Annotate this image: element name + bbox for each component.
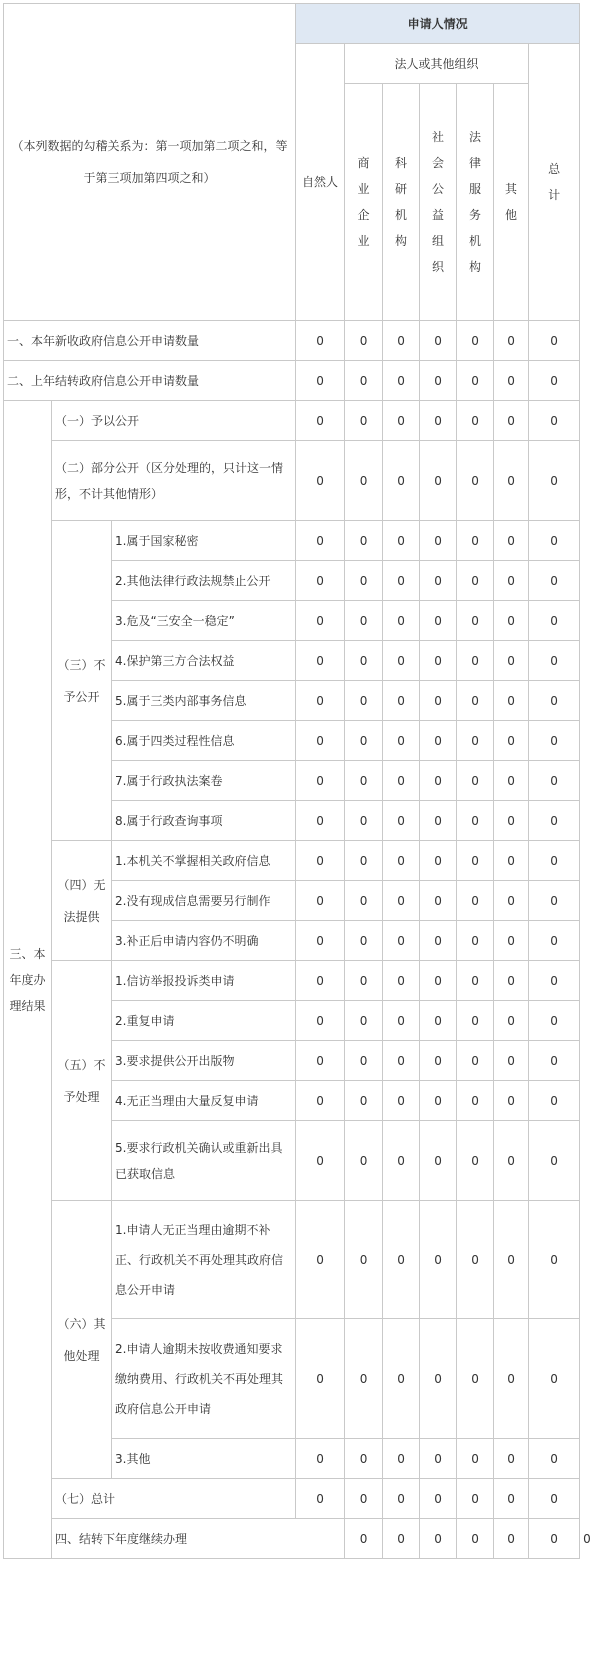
- row-label: 3.要求提供公开出版物: [112, 1041, 296, 1081]
- header-char: 律: [469, 156, 482, 170]
- cell-value: 0: [420, 1519, 457, 1559]
- cell-value: 0: [420, 361, 457, 401]
- header-char: 会: [432, 156, 445, 170]
- cell-value: 0: [494, 521, 529, 561]
- cell-value: 0: [420, 761, 457, 801]
- cell-value: 0: [383, 561, 420, 601]
- cell-value: 0: [345, 1081, 383, 1121]
- cell-value: 0: [420, 961, 457, 1001]
- cell-value: 0: [529, 681, 580, 721]
- cell-value: 0: [457, 601, 494, 641]
- table-row: [4, 1479, 580, 1519]
- cell-value: 0: [457, 1081, 494, 1121]
- group-label: （五）不予处理: [52, 961, 112, 1201]
- table-row: [4, 521, 580, 561]
- applicant-group-header: 申请人情况: [296, 4, 580, 44]
- other-header: [494, 84, 529, 321]
- header-char: 业: [357, 182, 370, 196]
- cell-value: 0: [296, 881, 345, 921]
- cell-value: 0: [296, 641, 345, 681]
- cell-value: 0: [494, 961, 529, 1001]
- cell-value: 0: [457, 841, 494, 881]
- header-char: 益: [432, 208, 445, 222]
- cell-value: 0: [345, 641, 383, 681]
- header-char: 织: [432, 260, 445, 274]
- cell-value: 0: [383, 921, 420, 961]
- cell-value: 0: [457, 1001, 494, 1041]
- cell-value: 0: [296, 721, 345, 761]
- cell-value: 0: [296, 521, 345, 561]
- header-char: 科: [395, 156, 408, 170]
- header-char: 业: [357, 234, 370, 248]
- row-label: 8.属于行政查询事项: [112, 801, 296, 841]
- cell-value: 0: [529, 1201, 580, 1319]
- cell-value: 0: [345, 881, 383, 921]
- row-label: 5.要求行政机关确认或重新出具已获取信息: [112, 1121, 296, 1201]
- cell-value: 0: [529, 1041, 580, 1081]
- cell-value: 0: [529, 921, 580, 961]
- cell-value: 0: [345, 441, 383, 521]
- cell-value: 0: [383, 321, 420, 361]
- cell-value: 0: [420, 841, 457, 881]
- cell-value: 0: [420, 1319, 457, 1439]
- cell-value: 0: [345, 1439, 383, 1479]
- cell-value: 0: [494, 721, 529, 761]
- cell-value: 0: [494, 641, 529, 681]
- row-label: 1.信访举报投诉类申请: [112, 961, 296, 1001]
- cell-value: 0: [383, 761, 420, 801]
- cell-value: 0: [420, 681, 457, 721]
- cell-value: 0: [457, 1439, 494, 1479]
- cell-value: 0: [494, 681, 529, 721]
- row-label: 4.保护第三方合法权益: [112, 641, 296, 681]
- row-label: 7.属于行政执法案卷: [112, 761, 296, 801]
- table-row: [4, 361, 580, 401]
- header-char: 研: [395, 182, 408, 196]
- cell-value: 0: [296, 401, 345, 441]
- cell-value: 0: [296, 1479, 345, 1519]
- header-char: 商: [357, 156, 370, 170]
- cell-value: 0: [457, 1479, 494, 1519]
- cell-value: 0: [529, 721, 580, 761]
- cell-value: 0: [345, 1041, 383, 1081]
- cell-value: 0: [420, 321, 457, 361]
- cell-value: 0: [345, 321, 383, 361]
- cell-value: 0: [457, 361, 494, 401]
- row-label: 2.申请人逾期未按收费通知要求缴纳费用、行政机关不再处理其政府信息公开申请: [112, 1319, 296, 1439]
- cell-value: 0: [494, 401, 529, 441]
- social-header: [420, 84, 457, 321]
- cell-value: 0: [457, 681, 494, 721]
- table-row: [4, 1201, 580, 1319]
- row-label: 2.重复申请: [112, 1001, 296, 1041]
- cell-value: 0: [383, 521, 420, 561]
- group-label: （六）其他处理: [52, 1201, 112, 1479]
- cell-value: 0: [457, 561, 494, 601]
- cell-value: 0: [383, 961, 420, 1001]
- cell-value: 0: [345, 1201, 383, 1319]
- cell-value: 0: [457, 721, 494, 761]
- cell-value: 0: [457, 801, 494, 841]
- table-row: [4, 961, 580, 1001]
- cell-value: 0: [420, 441, 457, 521]
- group-label: （三）不予公开: [52, 521, 112, 841]
- cell-value: 0: [296, 681, 345, 721]
- header-char: 组: [432, 234, 445, 248]
- cell-value: 0: [383, 1081, 420, 1121]
- cell-value: 0: [345, 721, 383, 761]
- cell-value: 0: [457, 1519, 494, 1559]
- row-label: 3.危及“三安全一稳定”: [112, 601, 296, 641]
- section-3-label: 三、本年度办理结果: [4, 401, 52, 1559]
- header-char: 构: [395, 234, 408, 248]
- legal-group-header: 法人或其他组织: [345, 44, 529, 84]
- cell-value: 0: [529, 761, 580, 801]
- cell-value: 0: [383, 881, 420, 921]
- cell-value: 0: [529, 441, 580, 521]
- cell-value: 0: [457, 1201, 494, 1319]
- cell-value: 0: [529, 801, 580, 841]
- header-char: 总: [548, 162, 561, 176]
- cell-value: 0: [494, 561, 529, 601]
- row-label: （一）予以公开: [52, 401, 296, 441]
- group-label: （四）无法提供: [52, 841, 112, 961]
- row-label: （七）总计: [52, 1479, 296, 1519]
- cell-value: 0: [296, 961, 345, 1001]
- row-label: 1.申请人无正当理由逾期不补正、行政机关不再处理其政府信息公开申请: [112, 1201, 296, 1319]
- cell-value: 0: [296, 601, 345, 641]
- row-label: 二、上年结转政府信息公开申请数量: [4, 361, 296, 401]
- table-row: [4, 401, 580, 441]
- header-char: 务: [469, 208, 482, 222]
- cell-value: 0: [529, 1121, 580, 1201]
- row-label: 3.补正后申请内容仍不明确: [112, 921, 296, 961]
- cell-value: 0: [420, 921, 457, 961]
- cell-value: 0: [494, 1041, 529, 1081]
- header-char: 社: [432, 130, 445, 144]
- cell-value: 0: [494, 1319, 529, 1439]
- cell-value: 0: [457, 1041, 494, 1081]
- cell-value: 0: [383, 1201, 420, 1319]
- cell-value: 0: [529, 561, 580, 601]
- natural-person-header: 自然人: [296, 44, 345, 321]
- cell-value: 0: [457, 641, 494, 681]
- cell-value: 0: [529, 1001, 580, 1041]
- cell-value: 0: [383, 841, 420, 881]
- row-label: 1.属于国家秘密: [112, 521, 296, 561]
- cell-value: 0: [457, 1121, 494, 1201]
- header-char: 公: [432, 182, 445, 196]
- cell-value: 0: [529, 361, 580, 401]
- cell-value: 0: [383, 721, 420, 761]
- header-char: 法: [469, 130, 482, 144]
- cell-value: 0: [345, 1001, 383, 1041]
- cell-value: 0: [345, 961, 383, 1001]
- cell-value: 0: [345, 761, 383, 801]
- business-header: [345, 84, 383, 321]
- cell-value: 0: [383, 681, 420, 721]
- cell-value: 0: [383, 1439, 420, 1479]
- cell-value: 0: [420, 641, 457, 681]
- cell-value: 0: [296, 841, 345, 881]
- cell-value: 0: [383, 1519, 420, 1559]
- cell-value: 0: [529, 841, 580, 881]
- cell-value: 0: [383, 1479, 420, 1519]
- cell-value: 0: [345, 561, 383, 601]
- cell-value: 0: [296, 1121, 345, 1201]
- cell-value: 0: [296, 561, 345, 601]
- cell-value: 0: [494, 881, 529, 921]
- row-label: 2.没有现成信息需要另行制作: [112, 881, 296, 921]
- row-label: 5.属于三类内部事务信息: [112, 681, 296, 721]
- header-char: 计: [548, 188, 561, 202]
- cell-value: 0: [529, 1319, 580, 1439]
- gov-info-disclosure-table: [3, 3, 591, 1559]
- cell-value: 0: [345, 681, 383, 721]
- cell-value: 0: [494, 761, 529, 801]
- cell-value: 0: [296, 761, 345, 801]
- row-label: （二）部分公开（区分处理的，只计这一情形，不计其他情形）: [52, 441, 296, 521]
- cell-value: 0: [457, 521, 494, 561]
- cell-value: 0: [296, 1319, 345, 1439]
- cell-value: 0: [420, 1479, 457, 1519]
- cell-value: 0: [420, 1001, 457, 1041]
- cell-value: 0: [420, 1081, 457, 1121]
- research-header: [383, 84, 420, 321]
- cell-value: 0: [345, 1479, 383, 1519]
- cell-value: 0: [345, 921, 383, 961]
- cell-value: 0: [494, 1201, 529, 1319]
- header-char: 机: [395, 208, 408, 222]
- cell-value: 0: [345, 1319, 383, 1439]
- cell-value: 0: [494, 921, 529, 961]
- row-label: 四、结转下年度继续办理: [52, 1519, 345, 1559]
- cell-value: 0: [383, 1001, 420, 1041]
- cell-value: 0: [296, 321, 345, 361]
- cell-value: 0: [383, 601, 420, 641]
- cell-value: 0: [296, 441, 345, 521]
- cell-value: 0: [296, 1041, 345, 1081]
- cell-value: 0: [420, 721, 457, 761]
- cell-value: 0: [420, 1439, 457, 1479]
- cell-value: 0: [383, 801, 420, 841]
- cell-value: 0: [457, 321, 494, 361]
- cell-value: 0: [494, 361, 529, 401]
- cell-value: 0: [345, 401, 383, 441]
- cell-value: 0: [296, 1439, 345, 1479]
- legal-service-header: [457, 84, 494, 321]
- table-row: [4, 841, 580, 881]
- header-char: 企: [357, 208, 370, 222]
- cell-value: 0: [494, 1001, 529, 1041]
- row-label: 一、本年新收政府信息公开申请数量: [4, 321, 296, 361]
- cell-value: 0: [529, 881, 580, 921]
- cell-value: 0: [383, 441, 420, 521]
- cell-value: 0: [420, 1041, 457, 1081]
- cell-value: 0: [296, 1001, 345, 1041]
- cell-value: 0: [529, 321, 580, 361]
- cell-value: 0: [457, 1319, 494, 1439]
- header-char: 其: [505, 182, 518, 196]
- cell-value: 0: [529, 521, 580, 561]
- cell-value: 0: [457, 921, 494, 961]
- cell-value: 0: [457, 401, 494, 441]
- header-char: 服: [469, 182, 482, 196]
- row-label: 2.其他法律行政法规禁止公开: [112, 561, 296, 601]
- cell-value: 0: [296, 921, 345, 961]
- cell-value: 0: [494, 441, 529, 521]
- cell-value: 0: [494, 801, 529, 841]
- cell-value: 0: [494, 1519, 529, 1559]
- cell-value: 0: [529, 601, 580, 641]
- cell-value: 0: [296, 361, 345, 401]
- cell-value: 0: [494, 1081, 529, 1121]
- row-label: 1.本机关不掌握相关政府信息: [112, 841, 296, 881]
- cell-value: 0: [457, 761, 494, 801]
- cell-value: 0: [457, 881, 494, 921]
- column-note: （本列数据的勾稽关系为：第一项加第二项之和，等于第三项加第四项之和）: [4, 4, 296, 321]
- header-char: 他: [505, 208, 518, 222]
- cell-value: 0: [529, 641, 580, 681]
- header-char: 构: [469, 260, 482, 274]
- table-row: 四、结转下年度继续办理 0 0 0 0 0 0 0: [4, 1519, 580, 1559]
- cell-value: 0: [383, 641, 420, 681]
- cell-value: 0: [420, 561, 457, 601]
- cell-value: 0: [345, 601, 383, 641]
- cell-value: 0: [420, 1121, 457, 1201]
- cell-value: 0: [383, 1041, 420, 1081]
- cell-value: 0: [296, 1081, 345, 1121]
- cell-value: 0: [494, 601, 529, 641]
- cell-value: 0: [345, 801, 383, 841]
- cell-value: 0: [494, 321, 529, 361]
- cell-value: 0: [383, 1121, 420, 1201]
- table-row: [4, 441, 580, 521]
- cell-value: 0: [345, 521, 383, 561]
- cell-value: 0: [345, 361, 383, 401]
- row-label: 3.其他: [112, 1439, 296, 1479]
- cell-value: 0: [345, 841, 383, 881]
- cell-value: 0: [529, 401, 580, 441]
- cell-value: 0: [420, 601, 457, 641]
- cell-value: 0: [494, 841, 529, 881]
- cell-value: 0: [457, 961, 494, 1001]
- cell-value: 0: [529, 1479, 580, 1519]
- cell-value: 0: [529, 1439, 580, 1479]
- cell-value: 0: [494, 1439, 529, 1479]
- table-row: [4, 321, 580, 361]
- cell-value: 0: [383, 401, 420, 441]
- cell-value: 0: [494, 1479, 529, 1519]
- cell-value: 0: [420, 881, 457, 921]
- cell-value: 0: [345, 1121, 383, 1201]
- cell-value: 0: [529, 1081, 580, 1121]
- cell-value: 0: [383, 361, 420, 401]
- cell-value: 0: [457, 441, 494, 521]
- row-label: 4.无正当理由大量反复申请: [112, 1081, 296, 1121]
- cell-value: 0: [420, 521, 457, 561]
- header-char: 机: [469, 234, 482, 248]
- cell-value: 0: [420, 401, 457, 441]
- cell-value: 0: [529, 1519, 580, 1559]
- cell-value: 0: [296, 1201, 345, 1319]
- cell-value: 0: [529, 961, 580, 1001]
- row-label: 6.属于四类过程性信息: [112, 721, 296, 761]
- cell-value: 0: [383, 1319, 420, 1439]
- cell-value: 0: [345, 1519, 383, 1559]
- cell-value: 0: [296, 801, 345, 841]
- cell-value: 0: [420, 801, 457, 841]
- cell-value: 0: [494, 1121, 529, 1201]
- total-header: [529, 44, 580, 321]
- cell-value: 0: [420, 1201, 457, 1319]
